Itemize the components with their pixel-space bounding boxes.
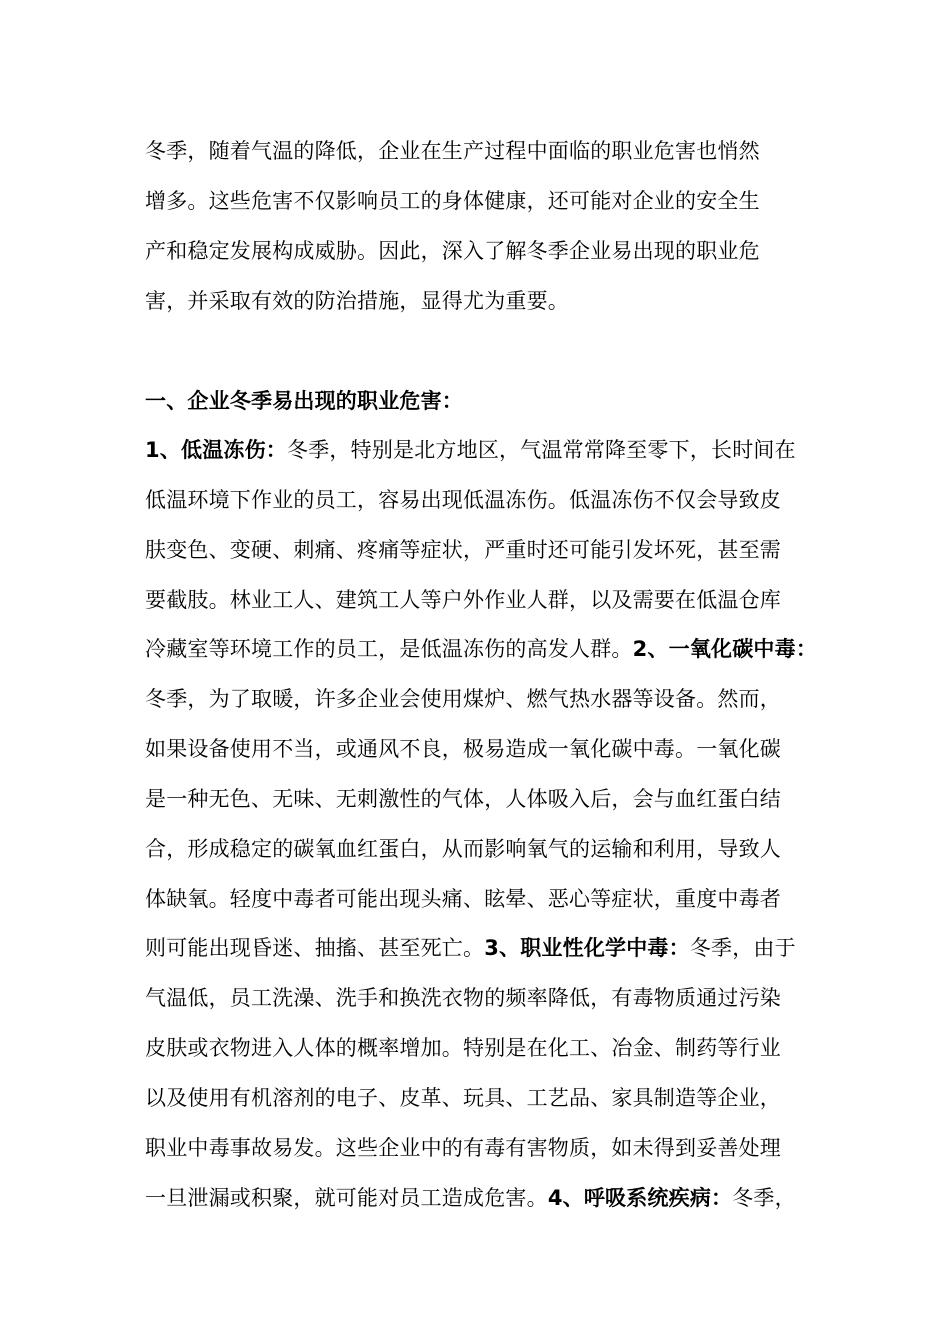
body-line-16 [145, 1183, 825, 1213]
body-line-6: 冬季，为了取暖，许多企业会使用煤炉、燃气热水器等设备。然而， [145, 687, 781, 711]
body-text: 冬季， [732, 1186, 796, 1210]
intro-line-2: 增多。这些危害不仅影响员工的身体健康，还可能对企业的安全生 [145, 189, 760, 213]
body-line-8: 是一种无色、无味、无刺激性的气体，人体吸入后，会与血红蛋白结 [145, 787, 781, 811]
body-line-1 [145, 435, 825, 465]
body-line-14: 以及使用有机溶剂的电子、皮革、玩具、工艺品、家具制造等企业， [145, 1086, 781, 1110]
body-text: 冷藏室等环境工作的员工，是低温冻伤的高发人群。 [145, 637, 633, 661]
section-heading: 一、企业冬季易出现的职业危害： [145, 389, 463, 413]
body-line-9: 合，形成稳定的碳氧血红蛋白，从而影响氧气的运输和利用，导致人 [145, 837, 781, 861]
hazard-title-3: 3、职业性化学中毒： [484, 936, 690, 960]
body-line-10: 体缺氧。轻度中毒者可能出现头痛、眩晕、恶心等症状，重度中毒者 [145, 887, 781, 911]
body-text: 则可能出现昏迷、抽搐、甚至死亡。 [145, 936, 485, 960]
body-line-11 [145, 933, 825, 963]
body-line-4: 要截肢。林业工人、建筑工人等户外作业人群，以及需要在低温仓库 [145, 588, 781, 612]
body-line-7: 如果设备使用不当，或通风不良，极易造成一氧化碳中毒。一氧化碳 [145, 737, 781, 761]
body-line-13: 皮肤或衣物进入人体的概率增加。特别是在化工、冶金、制药等行业 [145, 1036, 781, 1060]
intro-line-4: 害，并采取有效的防治措施，显得尤为重要。 [145, 289, 569, 313]
hazard-title-2: 2、一氧化碳中毒： [632, 637, 818, 661]
intro-line-1: 冬季，随着气温的降低，企业在生产过程中面临的职业危害也悄然 [145, 139, 760, 163]
body-line-15: 职业中毒事故易发。这些企业中的有毒有害物质，如未得到妥善处理 [145, 1136, 781, 1160]
body-text: 冬季，特别是北方地区，气温常常降至零下，长时间在 [287, 438, 796, 462]
body-text: 一旦泄漏或积聚，就可能对员工造成危害。 [145, 1186, 548, 1210]
body-line-5 [145, 634, 825, 664]
body-text: 冬季，由于 [689, 936, 796, 960]
body-line-2: 低温环境下作业的员工，容易出现低温冻伤。低温冻伤不仅会导致皮 [145, 488, 781, 512]
body-line-3: 肤变色、变硬、刺痛、疼痛等症状，严重时还可能引发坏死，甚至需 [145, 538, 781, 562]
body-line-12: 气温低，员工洗澡、洗手和换洗衣物的频率降低，有毒物质通过污染 [145, 986, 781, 1010]
intro-line-3: 产和稳定发展构成威胁。因此，深入了解冬季企业易出现的职业危 [145, 239, 760, 263]
hazard-title-1: 1、低温冻伤： [145, 438, 288, 462]
hazard-title-4: 4、呼吸系统疾病： [547, 1186, 733, 1210]
